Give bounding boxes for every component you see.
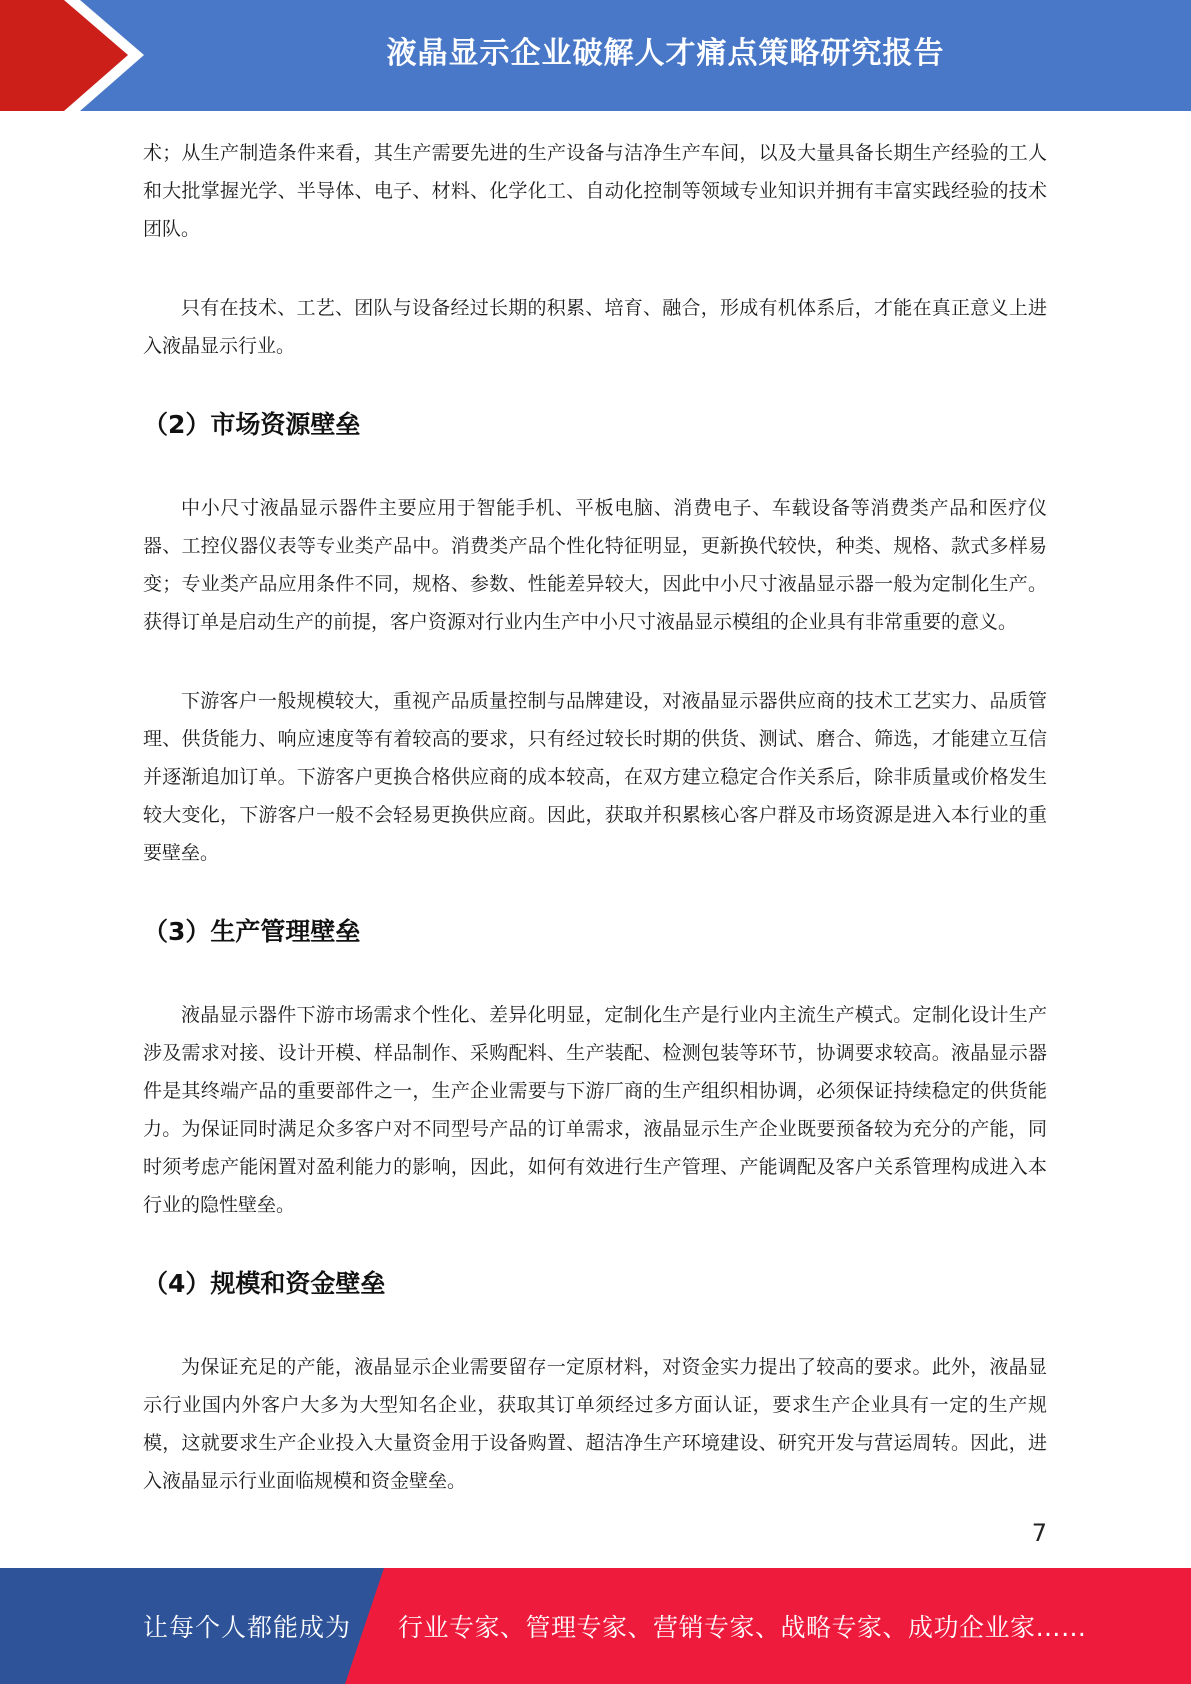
paragraph: 中小尺寸液晶显示器件主要应用于智能手机、平板电脑、消费电子、车载设备等消费类产品和医疗仪器、工控仪器仪表等专业类产品中。消费类产品个性化特征明显，更新换代较快，种类、规格、款式多样易变；专业类产品应用条件不同，规格、参数、性能差异较大，因此中小尺寸液晶显示器一般为定制化生产。获得订单是启动生产的前提，客户资源对行业内生产中小尺寸液晶显示模组的企业具有非常重要的意义。: [143, 497, 1047, 633]
paragraph-continued: 术；从生产制造条件来看，其生产需要先进的生产设备与洁净生产车间，以及大量具备长期生产经验的工人和大批掌握光学、半导体、电子、材料、化学化工、自动化控制等领域专业知识并拥有丰富实践经验的技术团队。: [143, 142, 1047, 240]
section-heading-scale-capital: （4）规模和资金壁垒: [143, 1269, 386, 1298]
footer-slogan-left: 让每个人都能成为: [143, 1613, 352, 1642]
paragraph: 液晶显示器件下游市场需求个性化、差异化明显，定制化生产是行业内主流生产模式。定制化设计生产涉及需求对接、设计开模、样品制作、采购配料、生产装配、检测包装等环节，协调要求较高。液晶显示器件是其终端产品的重要部件之一，生产企业需要与下游厂商的生产组织相协调，必须保证持续稳定的供货能力。为保证同时满足众多客户对不同型号产品的订单需求，液晶显示生产企业既要预备较为充分的产能，同时须考虑产能闲置对盈利能力的影响，因此，如何有效进行生产管理、产能调配及客户关系管理构成进入本行业的隐性壁垒。: [143, 1004, 1047, 1216]
section-heading-market-resources: （2）市场资源壁垒: [143, 410, 361, 439]
paragraph: 为保证充足的产能，液晶显示企业需要留存一定原材料，对资金实力提出了较高的要求。此外，液晶显示行业国内外客户大多为大型知名企业，获取其订单须经过多方面认证，要求生产企业具有一定的生产规模，这就要求生产企业投入大量资金用于设备购置、超洁净生产环境建设、研究开发与营运周转。因此，进入液晶显示行业面临规模和资金壁垒。: [143, 1356, 1047, 1492]
paragraph: 只有在技术、工艺、团队与设备经过长期的积累、培育、融合，形成有机体系后，才能在真正意义上进入液晶显示行业。: [143, 297, 1047, 357]
red-chevron-decoration: [0, 0, 160, 111]
header-banner: [0, 0, 1191, 111]
paragraph: 下游客户一般规模较大，重视产品质量控制与品牌建设，对液晶显示器供应商的技术工艺实力、品质管理、供货能力、响应速度等有着较高的要求，只有经过较长时期的供货、测试、磨合、筛选，才能建立互信并逐渐追加订单。下游客户更换合格供应商的成本较高，在双方建立稳定合作关系后，除非质量或价格发生较大变化，下游客户一般不会轻易更换供应商。因此，获取并积累核心客户群及市场资源是进入本行业的重要壁垒。: [143, 690, 1047, 864]
section-heading-production-management: （3）生产管理壁垒: [143, 917, 361, 946]
document-body: [143, 134, 1047, 1541]
footer-banner: [0, 1568, 1191, 1684]
report-title: 液晶显示企业破解人才痛点策略研究报告: [386, 36, 945, 71]
page-number: 7: [1031, 1519, 1047, 1547]
footer-slogan-right: 行业专家、管理专家、营销专家、战略专家、成功企业家……: [398, 1613, 1087, 1642]
